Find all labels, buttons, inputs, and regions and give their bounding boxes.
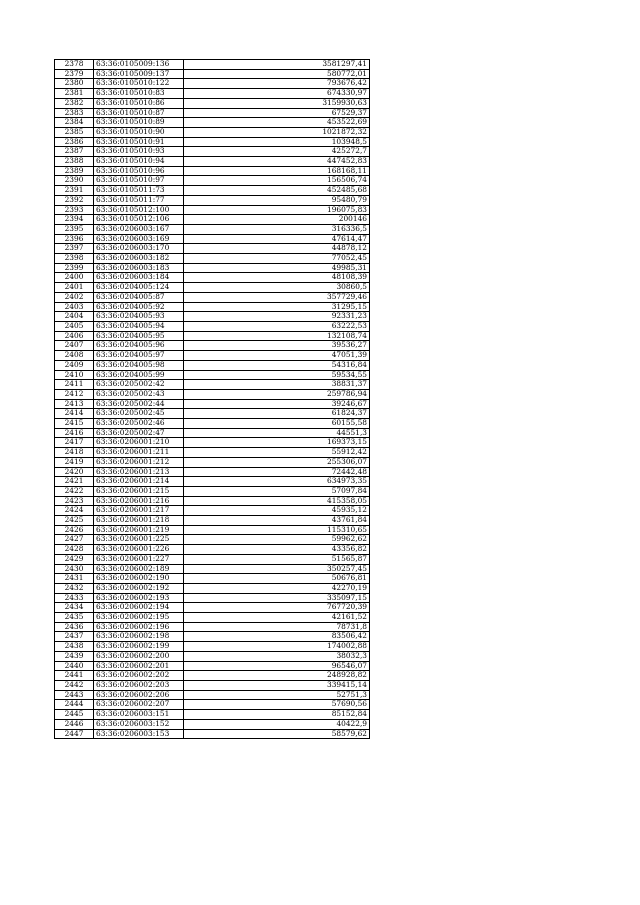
row-number-cell: 2424	[55, 506, 94, 516]
cadastral-value-cell: 47614,47	[184, 234, 370, 244]
cadastral-value-cell: 85152,84	[184, 710, 370, 720]
cadastral-number-cell: 63:36:0206002:195	[94, 613, 184, 623]
cadastral-number-cell: 63:36:0206003:167	[94, 224, 184, 234]
table-row	[55, 719, 370, 729]
cadastral-value-cell: 60155,58	[184, 419, 370, 429]
cadastral-number-cell: 63:36:0206001:214	[94, 477, 184, 487]
table-row	[55, 399, 370, 409]
cadastral-value-cell: 339415,14	[184, 681, 370, 691]
row-number-cell: 2413	[55, 399, 94, 409]
row-number-cell: 2420	[55, 467, 94, 477]
cadastral-value-cell: 72442,48	[184, 467, 370, 477]
table-row	[55, 273, 370, 283]
row-number-cell: 2397	[55, 244, 94, 254]
cadastral-value-cell: 425272,7	[184, 147, 370, 157]
cadastral-value-cell: 168168,11	[184, 166, 370, 176]
table-row	[55, 409, 370, 419]
cadastral-number-cell: 63:36:0204005:98	[94, 360, 184, 370]
cadastral-number-cell: 63:36:0105010:83	[94, 89, 184, 99]
row-number-cell: 2390	[55, 176, 94, 186]
row-number-cell: 2408	[55, 351, 94, 361]
table-row	[55, 195, 370, 205]
table-row	[55, 351, 370, 361]
cadastral-number-cell: 63:36:0204005:87	[94, 292, 184, 302]
row-number-cell: 2433	[55, 593, 94, 603]
row-number-cell: 2406	[55, 331, 94, 341]
cadastral-value-cell: 447452,83	[184, 157, 370, 167]
table-row	[55, 700, 370, 710]
cadastral-value-cell: 59534,55	[184, 370, 370, 380]
cadastral-number-cell: 63:36:0204005:94	[94, 321, 184, 331]
cadastral-value-cell: 54316,84	[184, 360, 370, 370]
row-number-cell: 2442	[55, 681, 94, 691]
row-number-cell: 2382	[55, 98, 94, 108]
cadastral-value-cell: 115310,65	[184, 525, 370, 535]
cadastral-value-cell: 45935,12	[184, 506, 370, 516]
table-row	[55, 613, 370, 623]
table-row	[55, 535, 370, 545]
cadastral-value-cell: 634973,35	[184, 477, 370, 487]
cadastral-value-cell: 248928,82	[184, 671, 370, 681]
row-number-cell: 2423	[55, 496, 94, 506]
cadastral-value-cell: 316336,5	[184, 224, 370, 234]
cadastral-value-cell: 156506,74	[184, 176, 370, 186]
cadastral-number-cell: 63:36:0105010:86	[94, 98, 184, 108]
cadastral-number-cell: 63:36:0206003:182	[94, 254, 184, 264]
cadastral-number-cell: 63:36:0206002:192	[94, 583, 184, 593]
cadastral-number-cell: 63:36:0206001:218	[94, 516, 184, 526]
row-number-cell: 2380	[55, 79, 94, 89]
cadastral-value-cell: 255306,07	[184, 457, 370, 467]
cadastral-value-cell: 38032,3	[184, 651, 370, 661]
cadastral-value-cell: 3159930,63	[184, 98, 370, 108]
table-row	[55, 234, 370, 244]
cadastral-number-cell: 63:36:0206003:153	[94, 729, 184, 739]
row-number-cell: 2437	[55, 632, 94, 642]
cadastral-value-cell: 31295,15	[184, 302, 370, 312]
cadastral-value-cell: 55912,42	[184, 448, 370, 458]
table-row	[55, 525, 370, 535]
cadastral-number-cell: 63:36:0204005:95	[94, 331, 184, 341]
row-number-cell: 2443	[55, 690, 94, 700]
table-row	[55, 370, 370, 380]
table-row	[55, 224, 370, 234]
row-number-cell: 2392	[55, 195, 94, 205]
cadastral-number-cell: 63:36:0204005:99	[94, 370, 184, 380]
cadastral-value-cell: 39246,67	[184, 399, 370, 409]
row-number-cell: 2400	[55, 273, 94, 283]
row-number-cell: 2394	[55, 215, 94, 225]
table-row	[55, 244, 370, 254]
cadastral-value-cell: 415358,05	[184, 496, 370, 506]
table-row	[55, 312, 370, 322]
table-row	[55, 89, 370, 99]
row-number-cell: 2445	[55, 710, 94, 720]
row-number-cell: 2441	[55, 671, 94, 681]
table-row	[55, 60, 370, 70]
cadastral-number-cell: 63:36:0206003:170	[94, 244, 184, 254]
table-row	[55, 389, 370, 399]
cadastral-value-cell: 357729,46	[184, 292, 370, 302]
cadastral-value-cell: 58579,62	[184, 729, 370, 739]
cadastral-value-cell: 453522,69	[184, 118, 370, 128]
cadastral-value-cell: 95480,79	[184, 195, 370, 205]
row-number-cell: 2419	[55, 457, 94, 467]
row-number-cell: 2411	[55, 380, 94, 390]
cadastral-number-cell: 63:36:0105010:91	[94, 137, 184, 147]
table-row	[55, 671, 370, 681]
table-row	[55, 632, 370, 642]
row-number-cell: 2391	[55, 186, 94, 196]
row-number-cell: 2426	[55, 525, 94, 535]
table-row	[55, 157, 370, 167]
table-row	[55, 554, 370, 564]
table-row	[55, 254, 370, 264]
row-number-cell: 2425	[55, 516, 94, 526]
cadastral-number-cell: 63:36:0206002:189	[94, 564, 184, 574]
cadastral-number-cell: 63:36:0206001:213	[94, 467, 184, 477]
cadastral-value-cell: 48108,39	[184, 273, 370, 283]
cadastral-value-cell: 59962,62	[184, 535, 370, 545]
row-number-cell: 2409	[55, 360, 94, 370]
cadastral-number-cell: 63:36:0204005:97	[94, 351, 184, 361]
table-row	[55, 302, 370, 312]
table-row	[55, 457, 370, 467]
cadastral-number-cell: 63:36:0206001:226	[94, 545, 184, 555]
table-row	[55, 729, 370, 739]
table-row	[55, 108, 370, 118]
cadastral-value-cell: 174002,88	[184, 642, 370, 652]
cadastral-number-cell: 63:36:0205002:43	[94, 389, 184, 399]
row-number-cell: 2415	[55, 419, 94, 429]
row-number-cell: 2379	[55, 69, 94, 79]
cadastral-number-cell: 63:36:0105010:96	[94, 166, 184, 176]
cadastral-value-cell: 3581297,41	[184, 60, 370, 70]
row-number-cell: 2410	[55, 370, 94, 380]
row-number-cell: 2438	[55, 642, 94, 652]
row-number-cell: 2399	[55, 263, 94, 273]
cadastral-number-cell: 63:36:0105010:90	[94, 127, 184, 137]
table-row	[55, 467, 370, 477]
row-number-cell: 2435	[55, 613, 94, 623]
row-number-cell: 2414	[55, 409, 94, 419]
table-row	[55, 215, 370, 225]
row-number-cell: 2378	[55, 60, 94, 70]
cadastral-number-cell: 63:36:0206002:200	[94, 651, 184, 661]
row-number-cell: 2385	[55, 127, 94, 137]
cadastral-value-cell: 200146	[184, 215, 370, 225]
table-row	[55, 622, 370, 632]
cadastral-number-cell: 63:36:0206003:151	[94, 710, 184, 720]
row-number-cell: 2444	[55, 700, 94, 710]
cadastral-value-cell: 63222,53	[184, 321, 370, 331]
cadastral-number-cell: 63:36:0205002:46	[94, 419, 184, 429]
row-number-cell: 2439	[55, 651, 94, 661]
table-row	[55, 574, 370, 584]
cadastral-number-cell: 63:36:0206002:196	[94, 622, 184, 632]
cadastral-value-cell: 196075,83	[184, 205, 370, 215]
row-number-cell: 2402	[55, 292, 94, 302]
cadastral-value-cell: 259786,94	[184, 389, 370, 399]
row-number-cell: 2440	[55, 661, 94, 671]
table-row	[55, 341, 370, 351]
row-number-cell: 2387	[55, 147, 94, 157]
row-number-cell: 2417	[55, 438, 94, 448]
cadastral-number-cell: 63:36:0206002:206	[94, 690, 184, 700]
table-row	[55, 448, 370, 458]
table-row	[55, 428, 370, 438]
table-row	[55, 79, 370, 89]
cadastral-value-cell: 169373,15	[184, 438, 370, 448]
cadastral-number-cell: 63:36:0206002:198	[94, 632, 184, 642]
cadastral-number-cell: 63:36:0206002:193	[94, 593, 184, 603]
table-row	[55, 380, 370, 390]
table-row	[55, 127, 370, 137]
table-row	[55, 147, 370, 157]
row-number-cell: 2428	[55, 545, 94, 555]
cadastral-number-cell: 63:36:0105012:106	[94, 215, 184, 225]
cadastral-value-cell: 1021872,32	[184, 127, 370, 137]
cadastral-value-cell: 103948,5	[184, 137, 370, 147]
table-row	[55, 477, 370, 487]
row-number-cell: 2398	[55, 254, 94, 264]
cadastral-number-cell: 63:36:0206001:217	[94, 506, 184, 516]
cadastral-number-cell: 63:36:0206002:194	[94, 603, 184, 613]
table-row	[55, 593, 370, 603]
row-number-cell: 2421	[55, 477, 94, 487]
cadastral-value-cell: 50676,81	[184, 574, 370, 584]
cadastral-number-cell: 63:36:0105010:93	[94, 147, 184, 157]
cadastral-number-cell: 63:36:0206002:199	[94, 642, 184, 652]
cadastral-number-cell: 63:36:0206002:190	[94, 574, 184, 584]
cadastral-value-cell: 580772,01	[184, 69, 370, 79]
table-row	[55, 283, 370, 293]
table-row	[55, 438, 370, 448]
cadastral-value-cell: 67529,37	[184, 108, 370, 118]
cadastral-number-cell: 63:36:0206001:225	[94, 535, 184, 545]
row-number-cell: 2393	[55, 205, 94, 215]
table-body	[55, 60, 370, 739]
table-row	[55, 583, 370, 593]
cadastral-number-cell: 63:36:0205002:44	[94, 399, 184, 409]
row-number-cell: 2436	[55, 622, 94, 632]
cadastral-number-cell: 63:36:0206002:202	[94, 671, 184, 681]
row-number-cell: 2418	[55, 448, 94, 458]
row-number-cell: 2389	[55, 166, 94, 176]
row-number-cell: 2434	[55, 603, 94, 613]
cadastral-value-cell: 96546,07	[184, 661, 370, 671]
table-row	[55, 506, 370, 516]
cadastral-value-cell: 30860,5	[184, 283, 370, 293]
table-row	[55, 419, 370, 429]
cadastral-value-cell: 83506,42	[184, 632, 370, 642]
cadastral-number-cell: 63:36:0204005:124	[94, 283, 184, 293]
row-number-cell: 2416	[55, 428, 94, 438]
cadastral-number-cell: 63:36:0105009:136	[94, 60, 184, 70]
cadastral-number-cell: 63:36:0105012:100	[94, 205, 184, 215]
table-row	[55, 681, 370, 691]
cadastral-number-cell: 63:36:0105010:87	[94, 108, 184, 118]
cadastral-value-cell: 77052,45	[184, 254, 370, 264]
cadastral-value-cell: 42161,52	[184, 613, 370, 623]
cadastral-value-cell: 49985,31	[184, 263, 370, 273]
table-row	[55, 186, 370, 196]
table-row	[55, 263, 370, 273]
cadastral-value-cell: 38831,37	[184, 380, 370, 390]
cadastral-value-cell: 767720,39	[184, 603, 370, 613]
cadastral-number-cell: 63:36:0206003:183	[94, 263, 184, 273]
cadastral-value-cell: 92331,23	[184, 312, 370, 322]
cadastral-value-cell: 350257,45	[184, 564, 370, 574]
cadastral-number-cell: 63:36:0105011:73	[94, 186, 184, 196]
table-row	[55, 516, 370, 526]
cadastral-number-cell: 63:36:0105010:122	[94, 79, 184, 89]
row-number-cell: 2386	[55, 137, 94, 147]
cadastral-number-cell: 63:36:0204005:96	[94, 341, 184, 351]
cadastral-number-cell: 63:36:0105010:89	[94, 118, 184, 128]
table-row	[55, 98, 370, 108]
cadastral-number-cell: 63:36:0205002:47	[94, 428, 184, 438]
cadastral-value-cell: 57097,84	[184, 486, 370, 496]
row-number-cell: 2422	[55, 486, 94, 496]
row-number-cell: 2407	[55, 341, 94, 351]
cadastral-number-cell: 63:36:0206001:211	[94, 448, 184, 458]
table-row	[55, 661, 370, 671]
table-row	[55, 496, 370, 506]
cadastral-number-cell: 63:36:0204005:93	[94, 312, 184, 322]
table-row	[55, 603, 370, 613]
table-row	[55, 545, 370, 555]
table-row	[55, 166, 370, 176]
row-number-cell: 2381	[55, 89, 94, 99]
cadastral-number-cell: 63:36:0206001:216	[94, 496, 184, 506]
table-row	[55, 486, 370, 496]
cadastral-value-cell: 57690,56	[184, 700, 370, 710]
table-row	[55, 651, 370, 661]
cadastral-value-cell: 43356,82	[184, 545, 370, 555]
cadastral-number-cell: 63:36:0206003:184	[94, 273, 184, 283]
cadastral-value-cell: 51565,87	[184, 554, 370, 564]
row-number-cell: 2401	[55, 283, 94, 293]
table-row	[55, 205, 370, 215]
cadastral-value-cell: 674330,97	[184, 89, 370, 99]
cadastral-number-cell: 63:36:0206001:215	[94, 486, 184, 496]
row-number-cell: 2396	[55, 234, 94, 244]
table-row	[55, 176, 370, 186]
cadastral-number-cell: 63:36:0205002:42	[94, 380, 184, 390]
table-row	[55, 642, 370, 652]
cadastral-number-cell: 63:36:0206002:201	[94, 661, 184, 671]
cadastral-number-cell: 63:36:0206001:219	[94, 525, 184, 535]
cadastral-number-cell: 63:36:0206001:210	[94, 438, 184, 448]
cadastral-number-cell: 63:36:0105010:97	[94, 176, 184, 186]
cadastral-value-cell: 47051,39	[184, 351, 370, 361]
row-number-cell: 2429	[55, 554, 94, 564]
row-number-cell: 2403	[55, 302, 94, 312]
cadastral-number-cell: 63:36:0105009:137	[94, 69, 184, 79]
row-number-cell: 2430	[55, 564, 94, 574]
cadastral-value-cell: 43761,84	[184, 516, 370, 526]
row-number-cell: 2446	[55, 719, 94, 729]
row-number-cell: 2383	[55, 108, 94, 118]
table-row	[55, 137, 370, 147]
row-number-cell: 2384	[55, 118, 94, 128]
table-row	[55, 292, 370, 302]
row-number-cell: 2432	[55, 583, 94, 593]
row-number-cell: 2395	[55, 224, 94, 234]
cadastral-number-cell: 63:36:0204005:92	[94, 302, 184, 312]
table-row	[55, 564, 370, 574]
cadastral-number-cell: 63:36:0105010:94	[94, 157, 184, 167]
cadastral-value-cell: 61824,37	[184, 409, 370, 419]
cadastral-value-cell: 42270,19	[184, 583, 370, 593]
cadastral-number-cell: 63:36:0105011:77	[94, 195, 184, 205]
cadastral-number-cell: 63:36:0206001:212	[94, 457, 184, 467]
table-row	[55, 360, 370, 370]
cadastral-value-cell: 52751,3	[184, 690, 370, 700]
cadastral-number-cell: 63:36:0206002:207	[94, 700, 184, 710]
cadastral-number-cell: 63:36:0206003:169	[94, 234, 184, 244]
table-row	[55, 118, 370, 128]
cadastral-number-cell: 63:36:0206002:203	[94, 681, 184, 691]
table-row	[55, 321, 370, 331]
cadastral-value-cell: 335097,15	[184, 593, 370, 603]
table-row	[55, 710, 370, 720]
cadastral-number-cell: 63:36:0206001:227	[94, 554, 184, 564]
cadastral-value-cell: 132108,74	[184, 331, 370, 341]
row-number-cell: 2412	[55, 389, 94, 399]
row-number-cell: 2427	[55, 535, 94, 545]
cadastral-number-cell: 63:36:0205002:45	[94, 409, 184, 419]
table-row	[55, 331, 370, 341]
cadastral-number-cell: 63:36:0206003:152	[94, 719, 184, 729]
cadastral-value-cell: 44551,3	[184, 428, 370, 438]
row-number-cell: 2431	[55, 574, 94, 584]
table-row	[55, 690, 370, 700]
row-number-cell: 2404	[55, 312, 94, 322]
cadastral-value-cell: 39536,27	[184, 341, 370, 351]
cadastral-value-cell: 793676,42	[184, 79, 370, 89]
table-row	[55, 69, 370, 79]
cadastral-value-cell: 44878,12	[184, 244, 370, 254]
row-number-cell: 2405	[55, 321, 94, 331]
row-number-cell: 2388	[55, 157, 94, 167]
cadastral-value-table	[54, 59, 370, 739]
cadastral-value-cell: 40422,9	[184, 719, 370, 729]
row-number-cell: 2447	[55, 729, 94, 739]
cadastral-value-cell: 78731,8	[184, 622, 370, 632]
cadastral-value-cell: 452485,68	[184, 186, 370, 196]
